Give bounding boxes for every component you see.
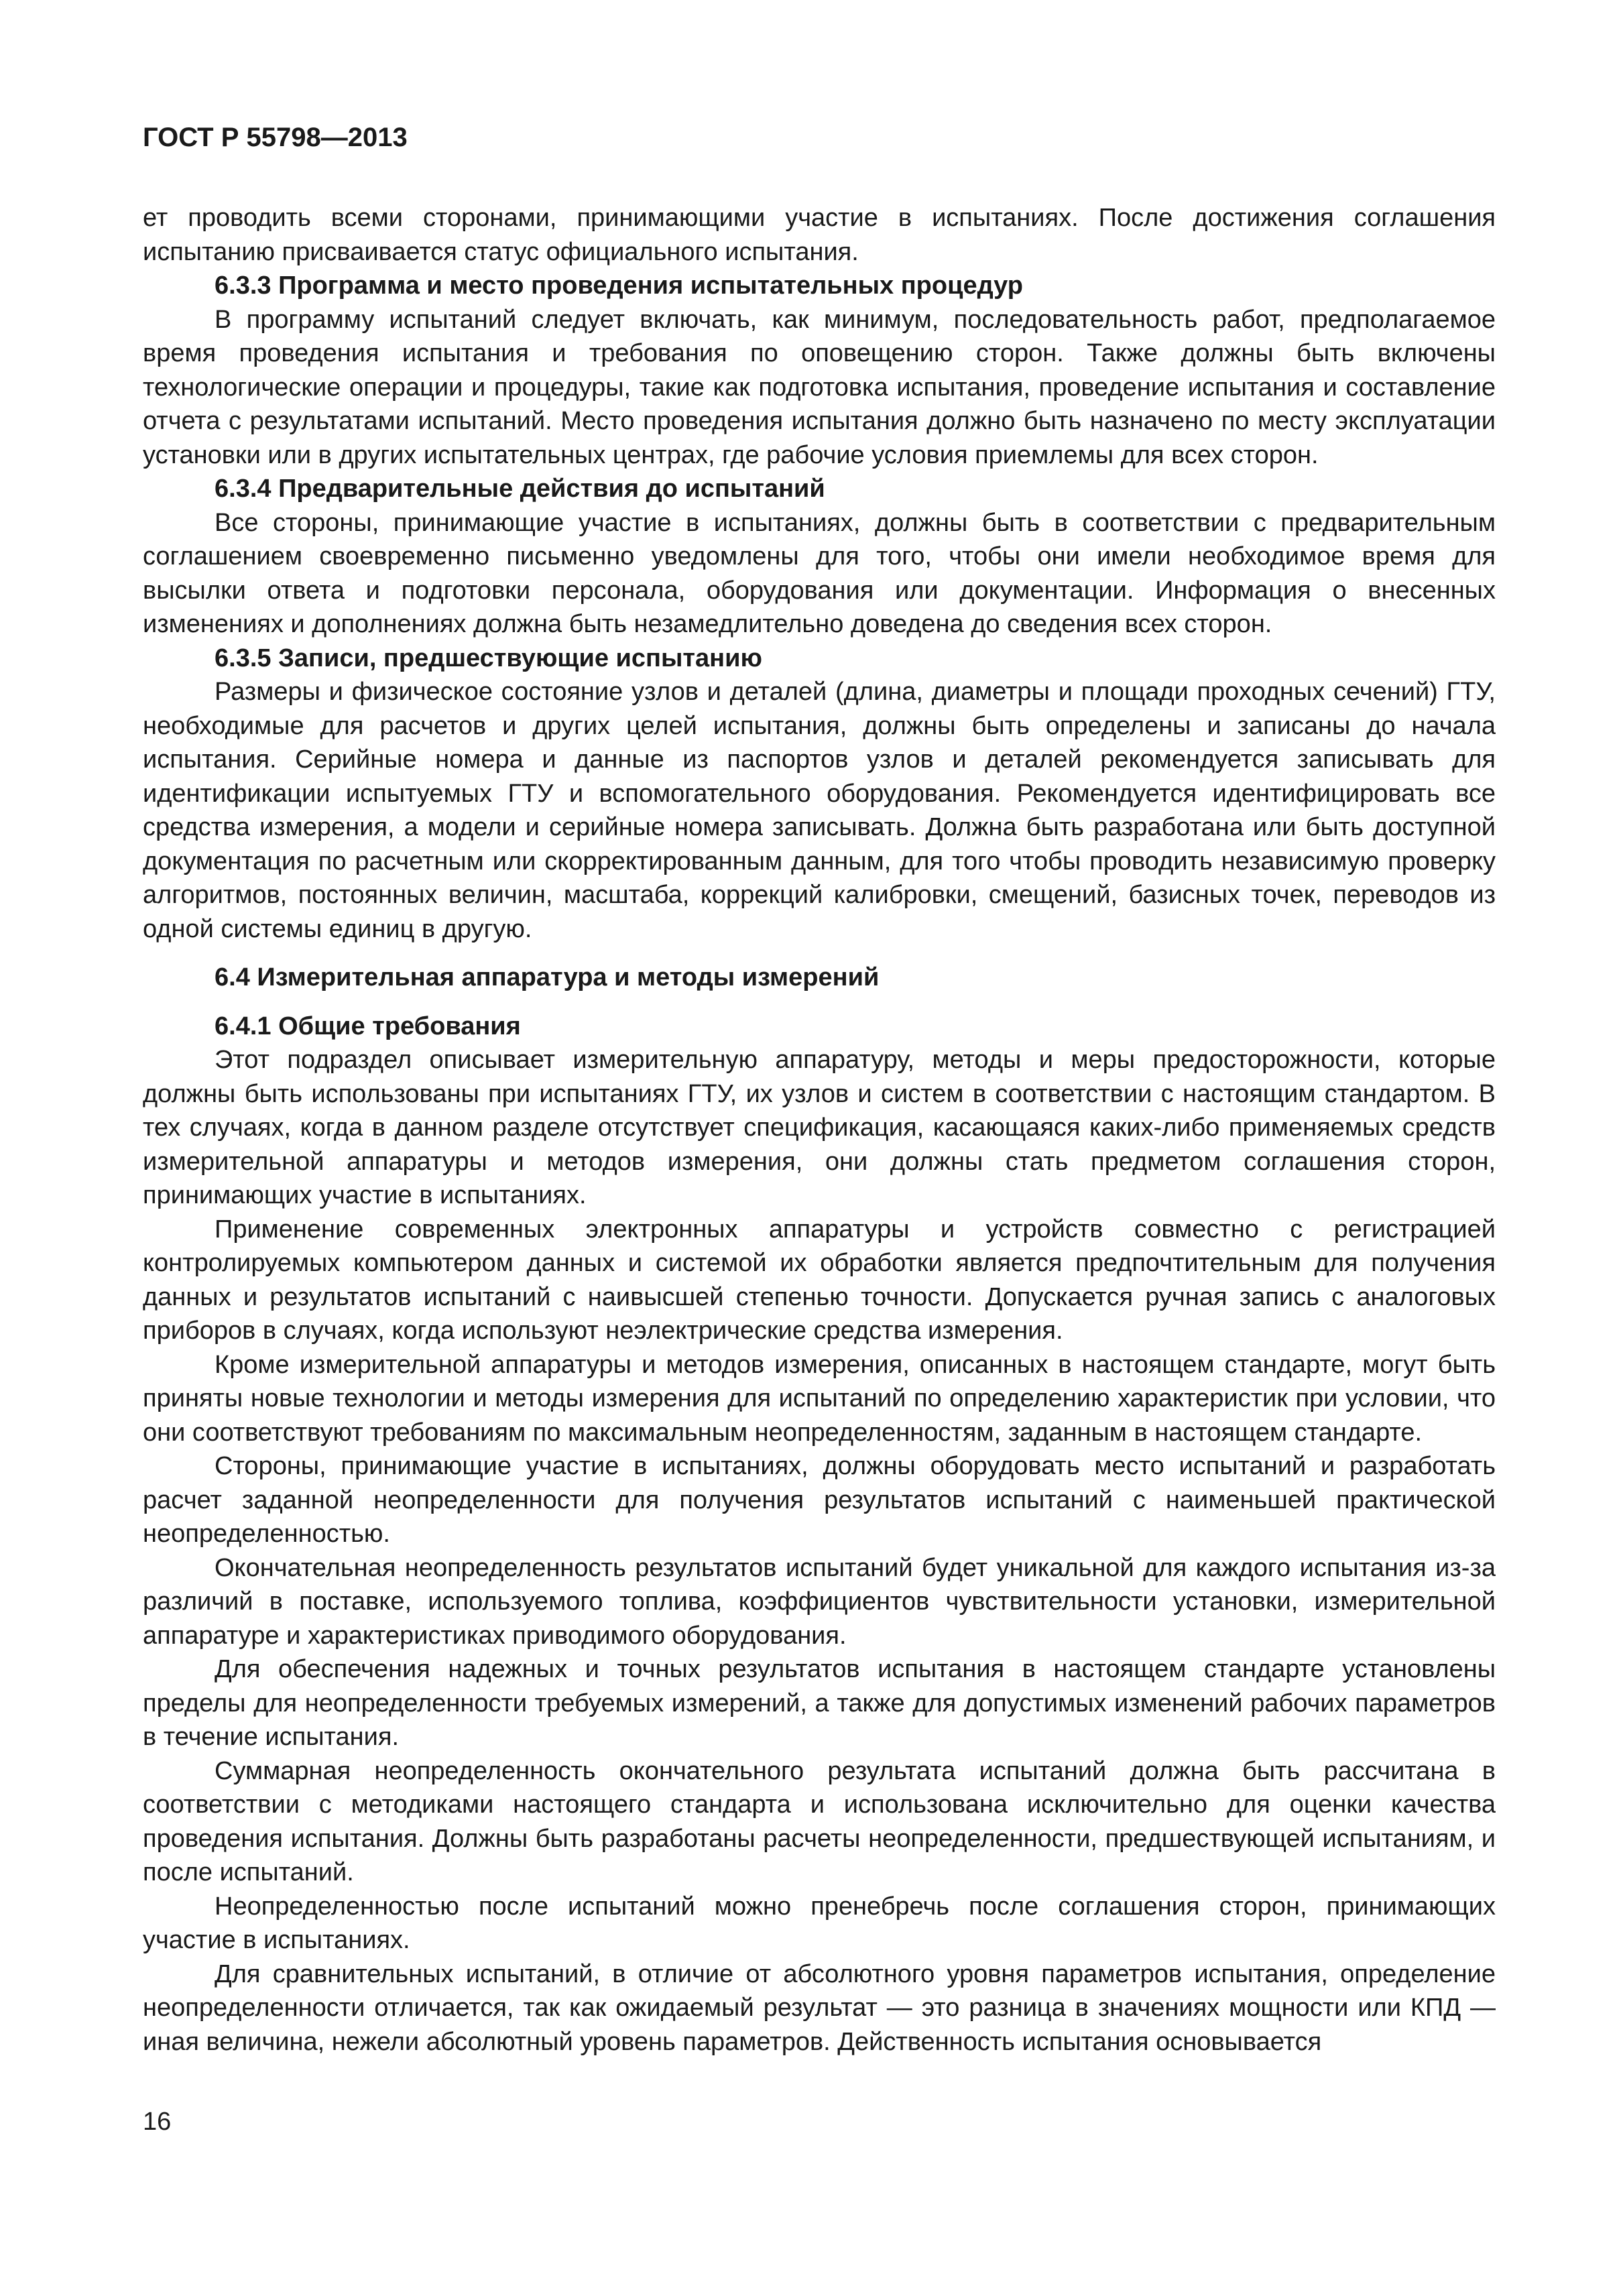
paragraph-general-6: Для обеспечения надежных и точных результатов испытания в настоящем стандарте установлены пределы для неопределенности требуемых измерений, а также для допустимых изменений рабочих параметров в течение испытания. (143, 1655, 1496, 1751)
document-header (143, 121, 408, 154)
paragraph-general-9: Для сравнительных испытаний, в отличие от абсолютного уровня параметров испытания, определение неопределенности отличается, так как ожидаемый результат — это разница в значениях мощности или КПД — иная величина, нежели абсолютный уровень параметров. Действенность испытания основывается (143, 1959, 1496, 2056)
paragraph-general-5: Окончательная неопределенность результатов испытаний будет уникальной для каждого испытания из-за различий в поставке, используемого топлива, коэффициентов чувствительности установки, измерительной аппаратуре и характеристиках приводимого оборудования. (143, 1553, 1496, 1650)
section-heading-6-3-3: 6.3.3 Программа и место проведения испытательных процедур (215, 271, 1024, 300)
paragraph-program: В программу испытаний следует включать, как минимум, последовательность работ, предполагаемое время проведения испытания и требования по оповещению сторон. Также должны быть включены технологические операции и процедуры, такие как подготовка испытания, проведение испытания и составление отчета с результатами испытаний. Место проведения испытания должно быть назначено по месту эксплуатации установки или в других испытательных центрах, где рабочие условия приемлемы для всех сторон. (143, 305, 1496, 469)
paragraph-general-2: Применение современных электронных аппаратуры и устройств совместно с регистрацией контролируемых компьютером данных и системой их обработки является предпочтительным для получения данных и результатов испытаний с наивысшей степенью точности. Допускается ручная запись с аналоговых приборов в случаях, когда используют неэлектрические средства измерения. (143, 1215, 1496, 1345)
page-body (143, 201, 1496, 2059)
section-heading-6-3-5: 6.3.5 Записи, предшествующие испытанию (215, 644, 762, 672)
section-heading-6-3-4: 6.3.4 Предварительные действия до испытаний (215, 475, 825, 503)
continuation-paragraph: ет проводить всеми сторонами, принимающими участие в испытаниях. После достижения соглашения испытанию присваивается статус официального испытания. (143, 204, 1496, 266)
paragraph-preliminary-actions: Все стороны, принимающие участие в испытаниях, должны быть в соответствии с предварительным соглашением своевременно письменно уведомлены для того, чтобы они имели необходимое время для высылки ответа и подготовки персонала, оборудования или документации. Информация о внесенных изменениях и дополнениях должна быть незамедлительно доведена до сведения всех сторон. (143, 508, 1496, 638)
paragraph-general-3: Кроме измерительной аппаратуры и методов измерения, описанных в настоящем стандарте, могут быть приняты новые технологии и методы измерения для испытаний по определению характеристик при условии, что они соответствуют требованиям по максимальным неопределенностям, заданным в настоящем стандарте. (143, 1350, 1496, 1447)
page-number: 16 (143, 2108, 172, 2136)
section-heading-6-4-1: 6.4.1 Общие требования (215, 1012, 521, 1040)
paragraph-general-7: Суммарная неопределенность окончательного результата испытаний должна быть рассчитана в соответствии с методиками настоящего стандарта и использована исключительно для оценки качества проведения испытания. Должны быть разработаны расчеты неопределенности, предшествующей испытаниям, и после испытаний. (143, 1756, 1496, 1886)
paragraph-general-4: Стороны, принимающие участие в испытаниях, должны оборудовать место испытаний и разработать расчет заданной неопределенности для получения результатов испытаний с наименьшей практической неопределенностью. (143, 1452, 1496, 1548)
section-heading-6-4: 6.4 Измерительная аппаратура и методы измерений (215, 963, 880, 991)
paragraph-general-8: Неопределенностью после испытаний можно пренебречь после соглашения сторон, принимающих участие в испытаниях. (143, 1892, 1496, 1954)
standard-designation: ГОСТ Р 55798—2013 (143, 123, 408, 152)
paragraph-records: Размеры и физическое состояние узлов и деталей (длина, диаметры и площади проходных сечений) ГТУ, необходимые для расчетов и других целей испытания, должны быть определены и записаны до начала испытания. Серийные номера и данные из паспортов узлов и деталей рекомендуется записывать для идентификации испытуемых ГТУ и вспомогательного оборудования. Рекомендуется идентифицировать все средства измерения, а модели и серийные номера записывать. Должна быть разработана или быть доступной документация по расчетным или скорректированным данным, для того чтобы проводить независимую проверку алгоритмов, постоянных величин, масштаба, коррекций калибровки, смещений, базисных точек, переводов из одной системы единиц в другую. (143, 678, 1496, 943)
paragraph-general-1: Этот подраздел описывает измерительную аппаратуру, методы и меры предосторожности, которые должны быть использованы при испытаниях ГТУ, их узлов и систем в соответствии с настоящим стандартом. В тех случаях, когда в данном разделе отсутствует спецификация, касающаяся каких-либо применяемых средств измерительной аппаратуры и методов измерения, они должны стать предметом соглашения сторон, принимающих участие в испытаниях. (143, 1046, 1496, 1209)
